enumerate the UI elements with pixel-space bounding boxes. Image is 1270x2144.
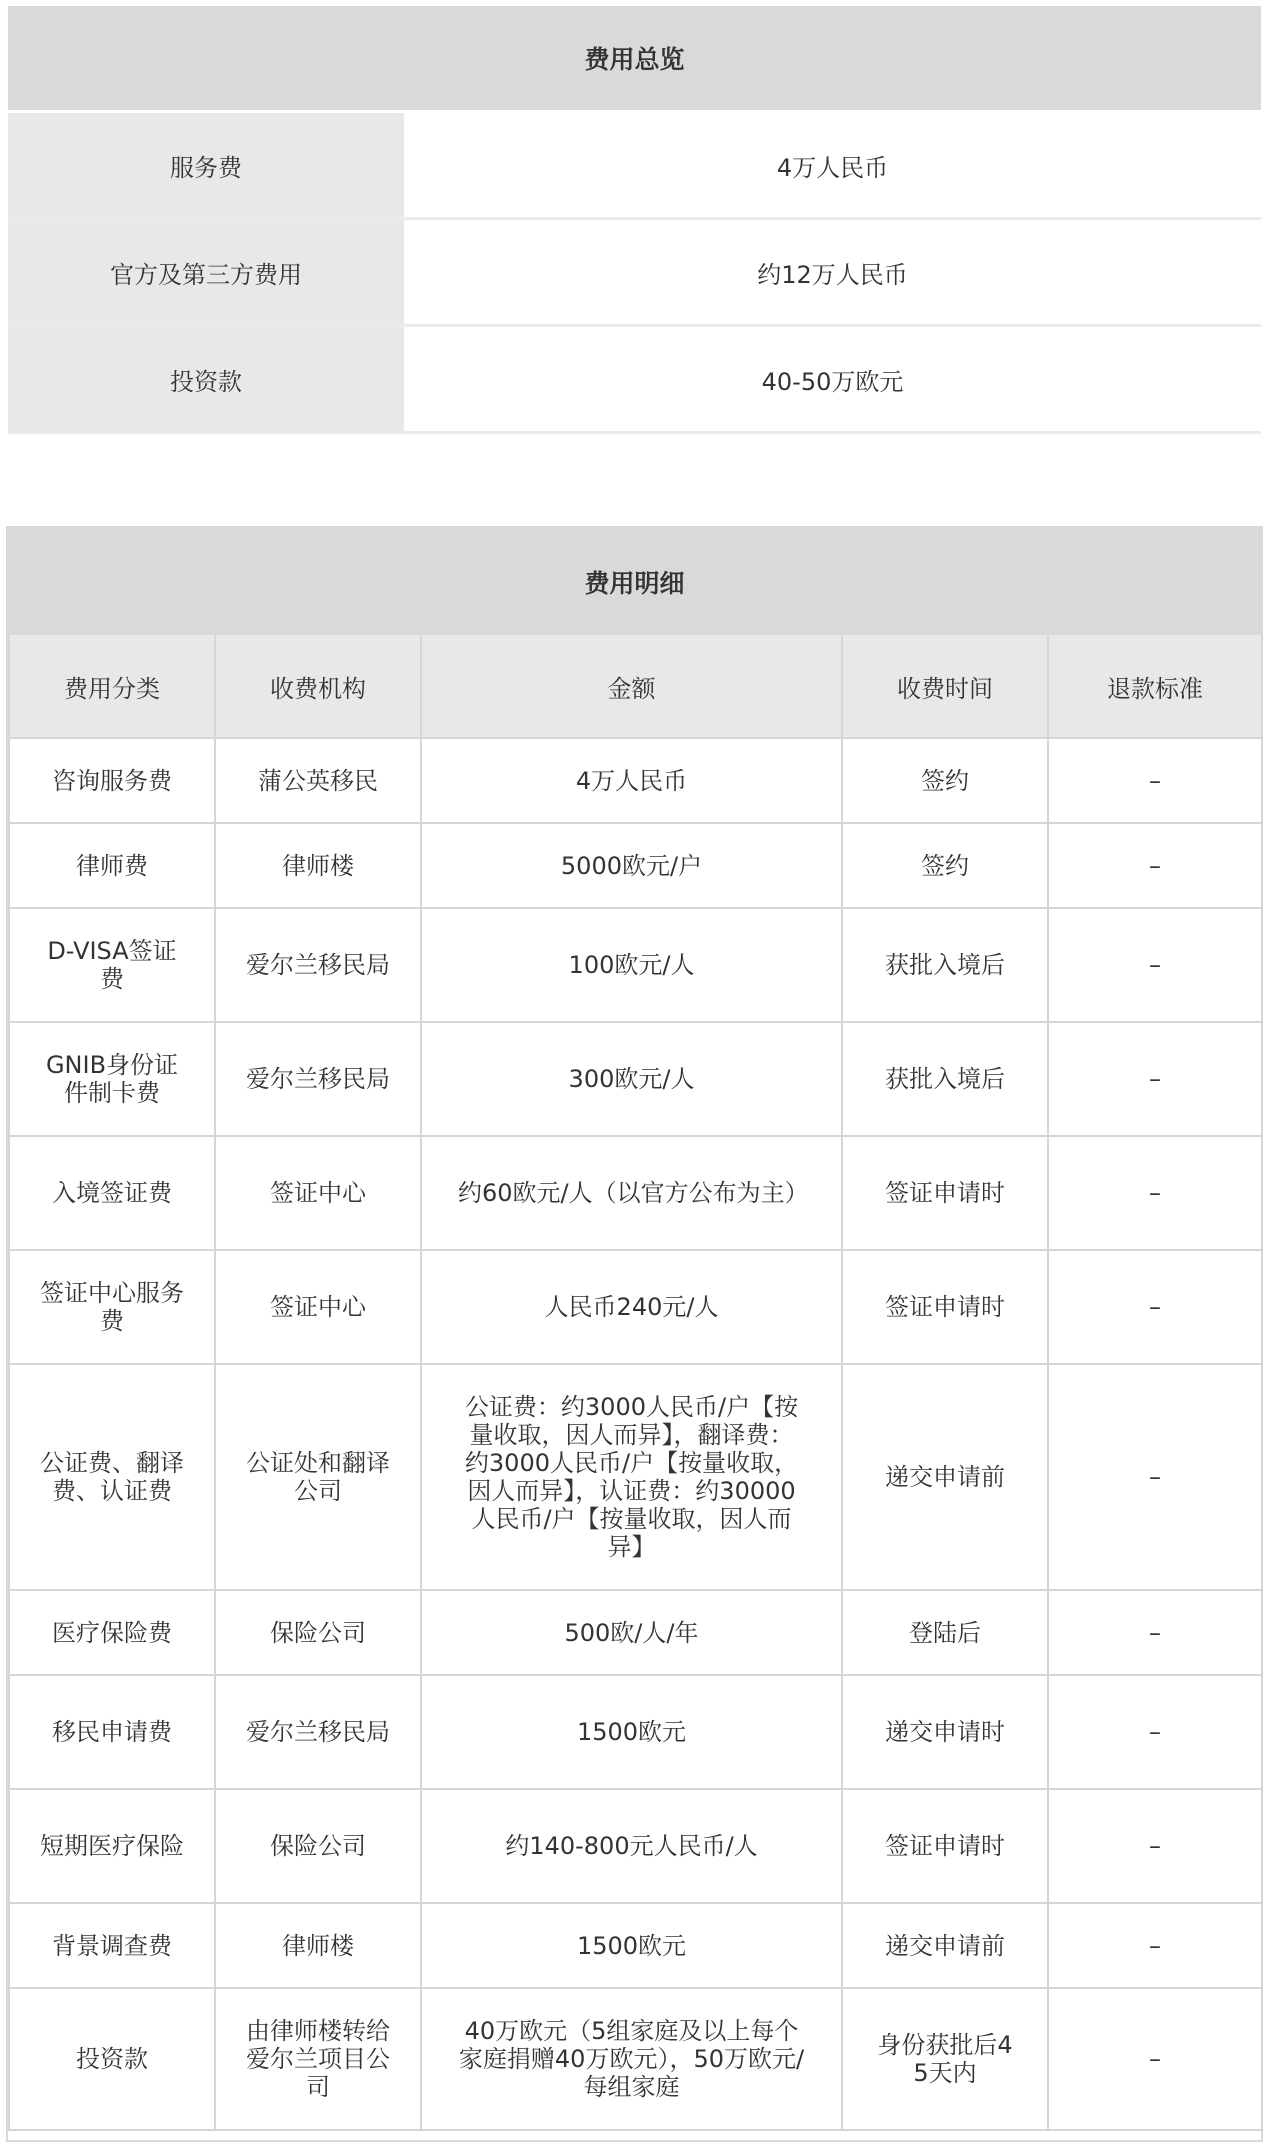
- cell-agency-link[interactable]: 蒲公英移民: [215, 738, 421, 823]
- cell-refund: –: [1048, 823, 1262, 908]
- table-row: [9, 738, 1262, 823]
- header-amount: 金额: [421, 635, 842, 738]
- cell-refund: –: [1048, 1988, 1262, 2130]
- cell-agency: 爱尔兰移民局: [215, 908, 421, 1022]
- cell-category: 入境签证费: [9, 1136, 215, 1250]
- table-row: [9, 823, 1262, 908]
- header-agency: 收费机构: [215, 635, 421, 738]
- table-row: [9, 1789, 1262, 1903]
- cell-agency: 保险公司: [215, 1789, 421, 1903]
- table-row: [9, 1988, 1262, 2130]
- cell-refund: –: [1048, 1364, 1262, 1590]
- cell-refund: –: [1048, 908, 1262, 1022]
- cell-time: 身份获批后45天内: [842, 1988, 1048, 2130]
- cell-time: 获批入境后: [842, 1022, 1048, 1136]
- cell-time: 签证申请时: [842, 1250, 1048, 1364]
- cell-amount: 40万欧元（5组家庭及以上每个家庭捐赠40万欧元），50万欧元/每组家庭: [421, 1988, 842, 2130]
- cell-amount: 300欧元/人: [421, 1022, 842, 1136]
- cell-amount: 约60欧元/人（以官方公布为主）: [421, 1136, 842, 1250]
- cell-amount: 约140-800元人民币/人: [421, 1789, 842, 1903]
- detail-grid: [8, 635, 1263, 2131]
- fee-detail-table: [8, 528, 1261, 2140]
- cell-refund: –: [1048, 1789, 1262, 1903]
- header-time: 收费时间: [842, 635, 1048, 738]
- cell-amount: 1500欧元: [421, 1675, 842, 1789]
- cell-category: D-VISA签证费: [9, 908, 215, 1022]
- fee-overview-table: [8, 6, 1261, 438]
- table-row: [9, 1675, 1262, 1789]
- cell-category: 背景调查费: [9, 1903, 215, 1988]
- cell-category: 公证费、翻译费、认证费: [9, 1364, 215, 1590]
- table-row: [9, 1590, 1262, 1675]
- cell-time: 递交申请前: [842, 1903, 1048, 1988]
- cell-time: 递交申请前: [842, 1364, 1048, 1590]
- cell-category: 移民申请费: [9, 1675, 215, 1789]
- cell-refund: –: [1048, 1590, 1262, 1675]
- cell-agency: 签证中心: [215, 1250, 421, 1364]
- cell-time: 递交申请时: [842, 1675, 1048, 1789]
- cell-category: GNIB身份证件制卡费: [9, 1022, 215, 1136]
- cell-agency: 律师楼: [215, 1903, 421, 1988]
- overview-row: [8, 220, 1261, 327]
- table-row: [9, 1364, 1262, 1590]
- cell-amount: 4万人民币: [421, 738, 842, 823]
- cell-amount: 人民币240元/人: [421, 1250, 842, 1364]
- cell-time: 登陆后: [842, 1590, 1048, 1675]
- overview-value: 约12万人民币: [404, 220, 1261, 324]
- detail-header-row: [9, 635, 1262, 738]
- table-row: [9, 908, 1262, 1022]
- cell-time: 签证申请时: [842, 1789, 1048, 1903]
- cell-amount: 500欧/人/年: [421, 1590, 842, 1675]
- cell-time: 签证申请时: [842, 1136, 1048, 1250]
- cell-time: 获批入境后: [842, 908, 1048, 1022]
- cell-amount: 公证费：约3000人民币/户【按量收取，因人而异】，翻译费：约3000人民币/户【按量收取，因人而异】，认证费：约30000人民币/户【按量收取，因人而异】: [421, 1364, 842, 1590]
- header-refund: 退款标准: [1048, 635, 1262, 738]
- cell-agency: 由律师楼转给爱尔兰项目公司: [215, 1988, 421, 2130]
- header-category: 费用分类: [9, 635, 215, 738]
- cell-category: 投资款: [9, 1988, 215, 2130]
- cell-time: 签约: [842, 823, 1048, 908]
- cell-amount: 100欧元/人: [421, 908, 842, 1022]
- cell-category: 医疗保险费: [9, 1590, 215, 1675]
- detail-title: 费用明细: [8, 528, 1261, 635]
- overview-label: 官方及第三方费用: [8, 220, 404, 324]
- cell-agency: 爱尔兰移民局: [215, 1675, 421, 1789]
- cell-category: 咨询服务费: [9, 738, 215, 823]
- overview-value: 4万人民币: [404, 113, 1261, 217]
- cell-refund: –: [1048, 1022, 1262, 1136]
- overview-title: 费用总览: [8, 6, 1261, 110]
- cell-time: 签约: [842, 738, 1048, 823]
- overview-row: [8, 113, 1261, 220]
- overview-value: 40-50万欧元: [404, 327, 1261, 431]
- cell-amount: 5000欧元/户: [421, 823, 842, 908]
- cell-refund: –: [1048, 738, 1262, 823]
- cell-refund: –: [1048, 1675, 1262, 1789]
- cell-agency: 律师楼: [215, 823, 421, 908]
- cell-agency: 公证处和翻译公司: [215, 1364, 421, 1590]
- overview-label: 投资款: [8, 327, 404, 431]
- cell-refund: –: [1048, 1250, 1262, 1364]
- cell-agency: 签证中心: [215, 1136, 421, 1250]
- cell-category: 短期医疗保险: [9, 1789, 215, 1903]
- cell-category: 签证中心服务费: [9, 1250, 215, 1364]
- cell-agency: 爱尔兰移民局: [215, 1022, 421, 1136]
- cell-category: 律师费: [9, 823, 215, 908]
- cell-refund: –: [1048, 1903, 1262, 1988]
- table-row: [9, 1136, 1262, 1250]
- table-row: [9, 1903, 1262, 1988]
- overview-label: 服务费: [8, 113, 404, 217]
- cell-agency: 保险公司: [215, 1590, 421, 1675]
- table-row: [9, 1250, 1262, 1364]
- overview-row: [8, 327, 1261, 434]
- cell-refund: –: [1048, 1136, 1262, 1250]
- cell-amount: 1500欧元: [421, 1903, 842, 1988]
- table-row: [9, 1022, 1262, 1136]
